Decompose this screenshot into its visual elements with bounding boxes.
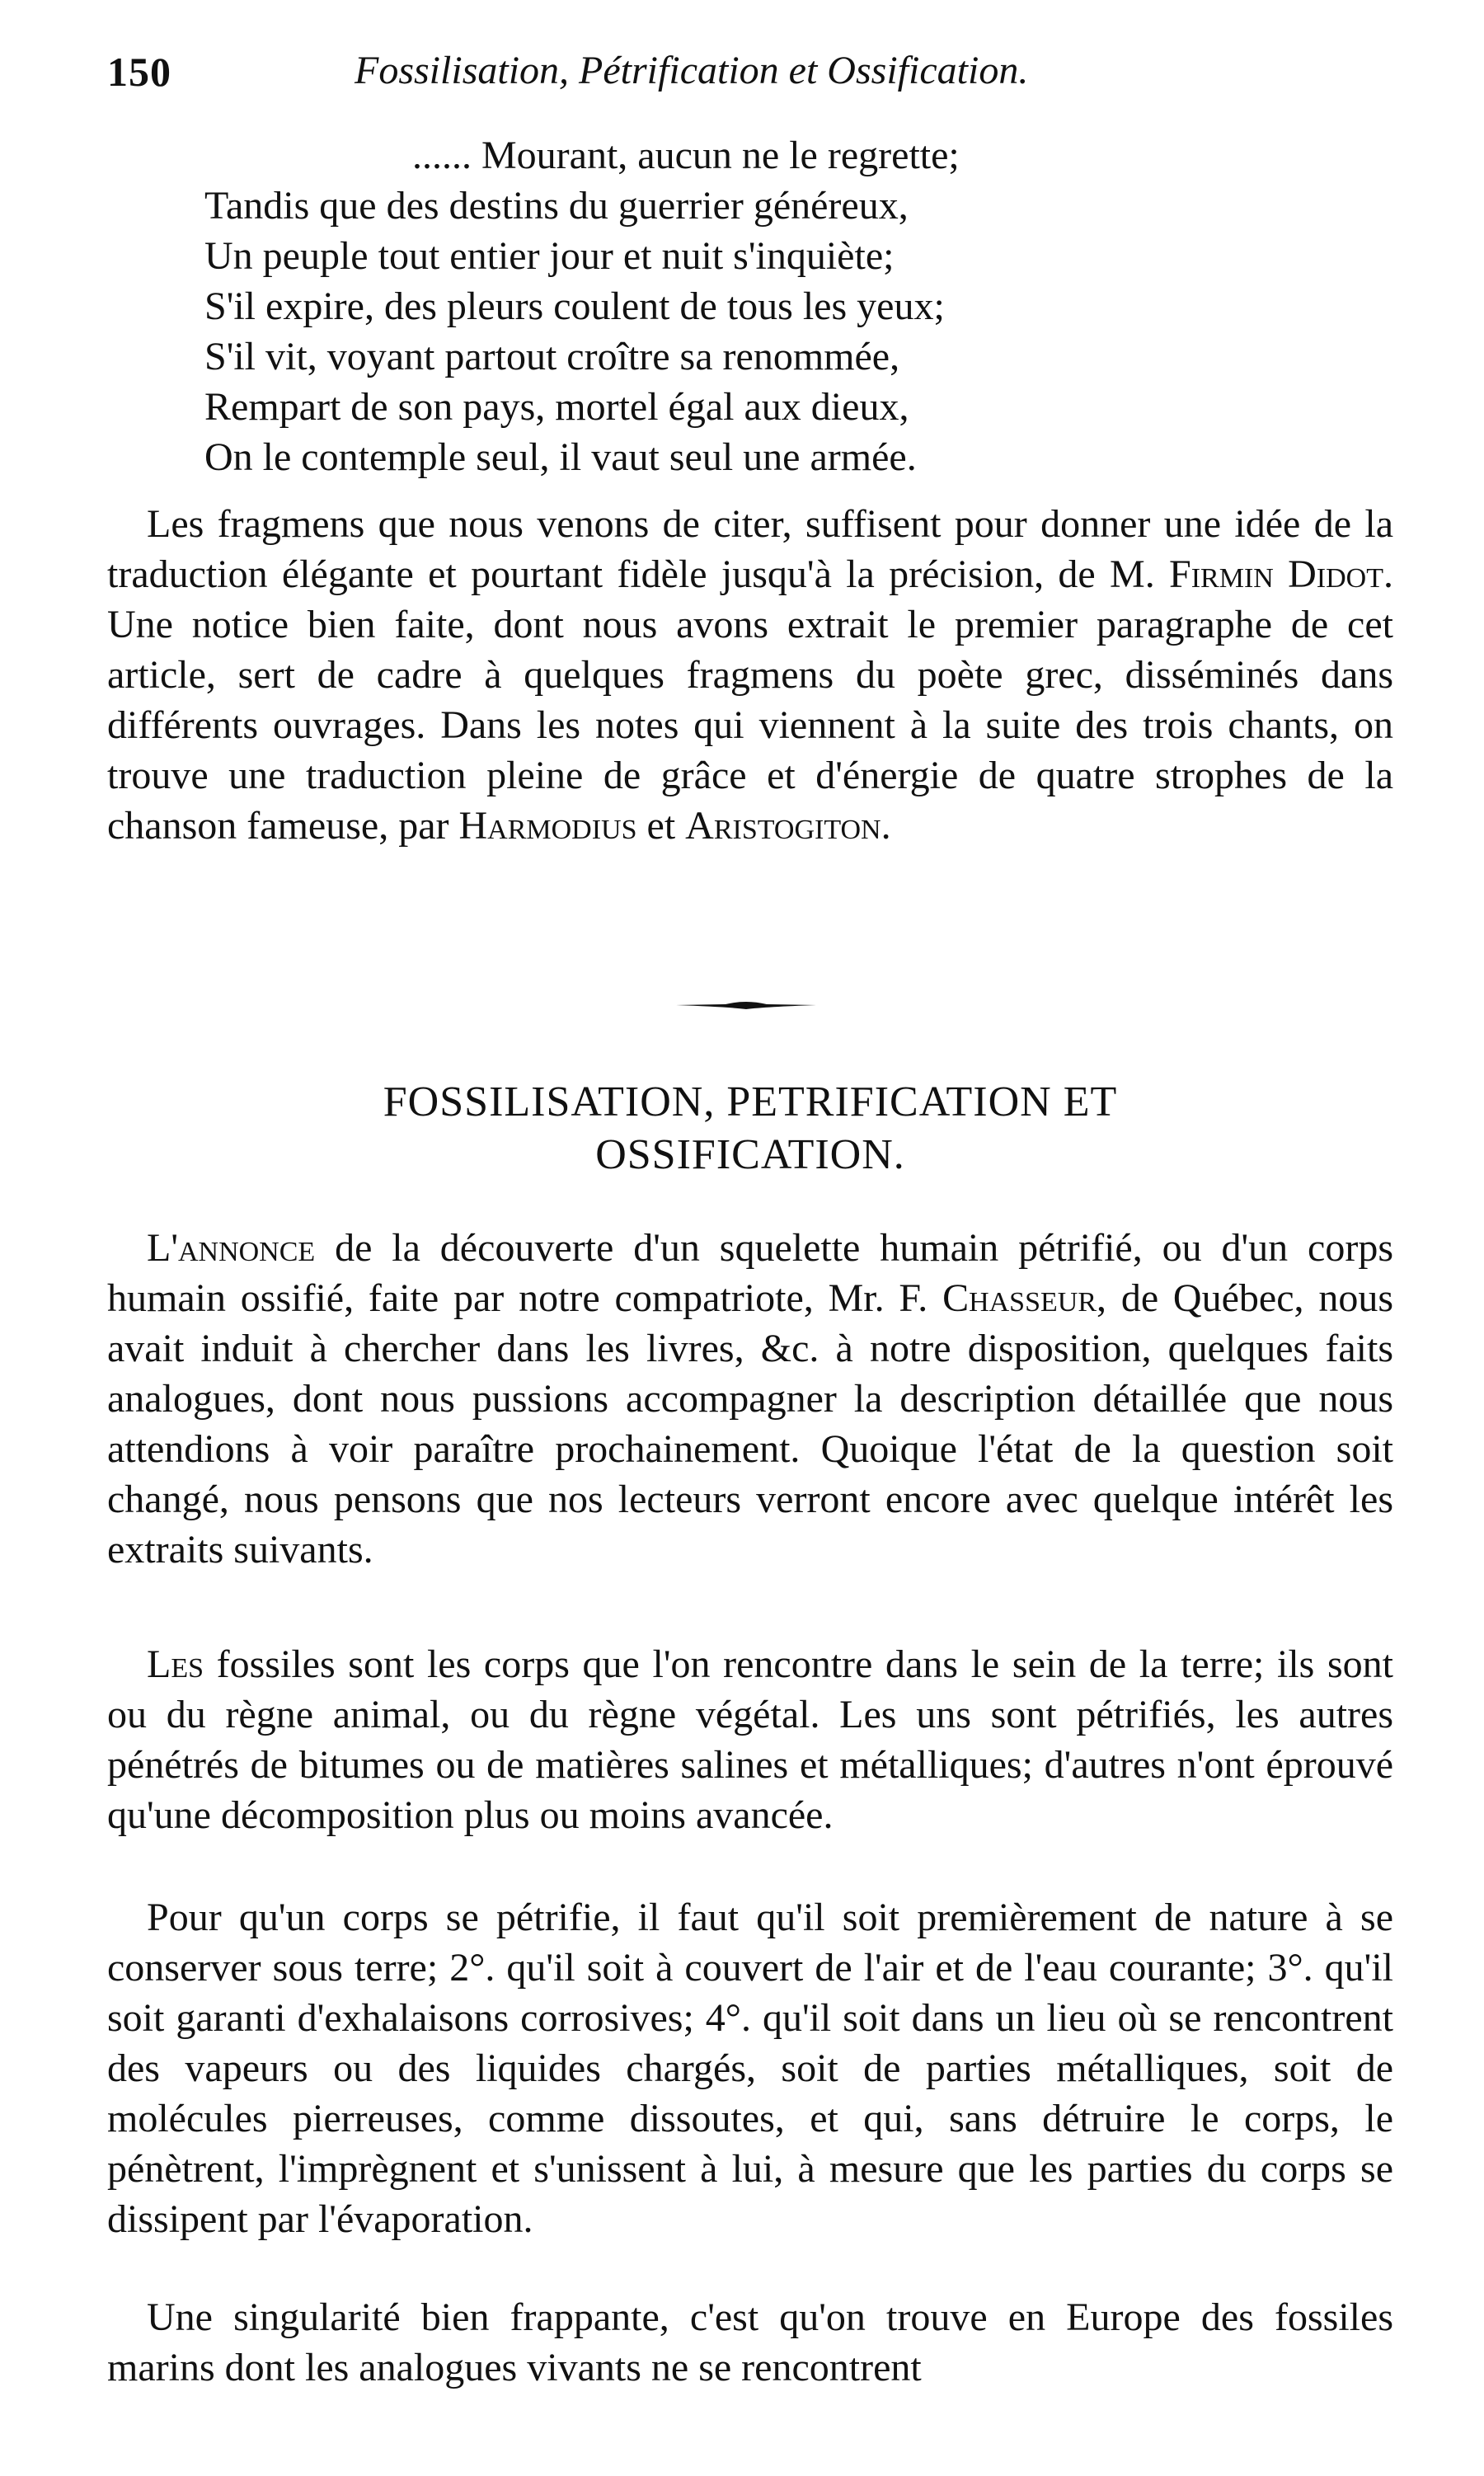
paragraph-text: [107, 1223, 1393, 1575]
section-heading-line: FOSSILISATION, PETRIFICATION ET: [383, 1078, 1118, 1125]
poem-line: Tandis que des destins du guerrier généreux,: [204, 184, 909, 228]
paragraph-petrification-conditions: [107, 1892, 1393, 2244]
poem-line: ...... Mourant, aucun ne le regrette;: [412, 134, 960, 177]
poem-quotation: [204, 130, 1400, 482]
section-divider-ornament: [676, 999, 816, 1011]
text-run: de la découverte d'un squelette humain pétrifié, ou d'un corps humain ossifié, faite par notre compatriote, Mr. F.: [107, 1226, 1393, 1320]
section-heading: [107, 1076, 1393, 1182]
poem-line: Un peuple tout entier jour et nuit s'inquiète;: [204, 234, 895, 278]
poem-line: Rempart de son pays, mortel égal aux dieux,: [204, 385, 909, 429]
person-name-firmin-didot: Firmin Didot: [1169, 552, 1383, 596]
person-name-chasseur: Chasseur: [942, 1276, 1097, 1320]
paragraph-text: [107, 1639, 1393, 1840]
paragraph-fossils-definition: [107, 1639, 1393, 1840]
paragraph-text: Une singularité bien frappante, c'est qu'on trouve en Europe des fossiles marins dont les analogues vivants ne se rencontrent: [107, 2295, 1393, 2389]
person-name-harmodius: Harmodius: [458, 804, 637, 848]
poem-line: On le contemple seul, il vaut seul une armée.: [204, 435, 917, 479]
text-run: . Une notice bien faite, dont nous avons extrait le premier paragraphe de cet article, sert de cadre à quelques fragmens du poète grec, disséminés dans différents ouvrages. Dans les notes qui viennent à la suite des trois chants, on trouve une traduction pleine de grâce et d'énergie de quatre strophes de la chanson fameuse, par: [107, 552, 1393, 848]
poem-line: S'il expire, des pleurs coulent de tous les yeux;: [204, 284, 945, 328]
text-run: , de Québec, nous avait induit à chercher dans les livres, &c. à notre disposition, quelques faits analogues, dont nous pussions accompagner la description détaillée que nous attendions à voir paraître prochainement. Quoique l'état de la question soit changé, nous pensons que nos lecteurs verront encore avec quelque intérêt les extraits suivants.: [107, 1276, 1394, 1572]
text-run: fossiles sont les corps que l'on rencontre dans le sein de la terre; ils sont ou du règne animal, ou du règne végétal. Les uns sont pétrifiés, les autres pénétrés de bitumes ou de matières salines et métalliques; d'autres n'ont éprouvé qu'une décomposition plus ou moins avancée.: [107, 1642, 1393, 1837]
running-title: Fossilisation, Pétrification et Ossification.: [355, 49, 1029, 92]
page-header: [107, 48, 1393, 114]
section-heading-line: OSSIFICATION.: [595, 1131, 905, 1178]
lead-word: Les: [147, 1642, 204, 1686]
page-number: 150: [107, 49, 171, 95]
text-run: .: [881, 804, 891, 848]
paragraph-marine-fossils: [107, 2292, 1393, 2393]
lead-word: L'annonce: [147, 1226, 316, 1270]
paragraph-translation-note: [107, 499, 1393, 851]
paragraph-text: [107, 499, 1393, 851]
paragraph-text: Pour qu'un corps se pétrifie, il faut qu'il soit premièrement de nature à se conserver sous terre; 2°. qu'il soit à couvert de l'air et de l'eau courante; 3°. qu'il soit garanti d'exhalaisons corrosives; 4°. qu'il soit dans un lieu où se rencontrent des vapeurs ou des liquides chargés, soit de parties métalliques, soit de molécules pierreuses, comme dissoutes, et qui, sans détruire le corps, le pénètrent, l'imprègnent et s'unissent à lui, à mesure que les parties du corps se dissipent par l'évaporation.: [107, 1896, 1393, 2241]
text-run: et: [636, 804, 686, 848]
person-name-aristogiton: Aristogiton: [685, 804, 881, 848]
text-run: Les fragmens que nous venons de citer, suffisent pour donner une idée de la traduction élégante et pourtant fidèle jusqu'à la précision, de M.: [107, 502, 1393, 596]
paragraph-announcement: [107, 1223, 1393, 1575]
poem-line: S'il vit, voyant partout croître sa renommée,: [204, 335, 900, 378]
